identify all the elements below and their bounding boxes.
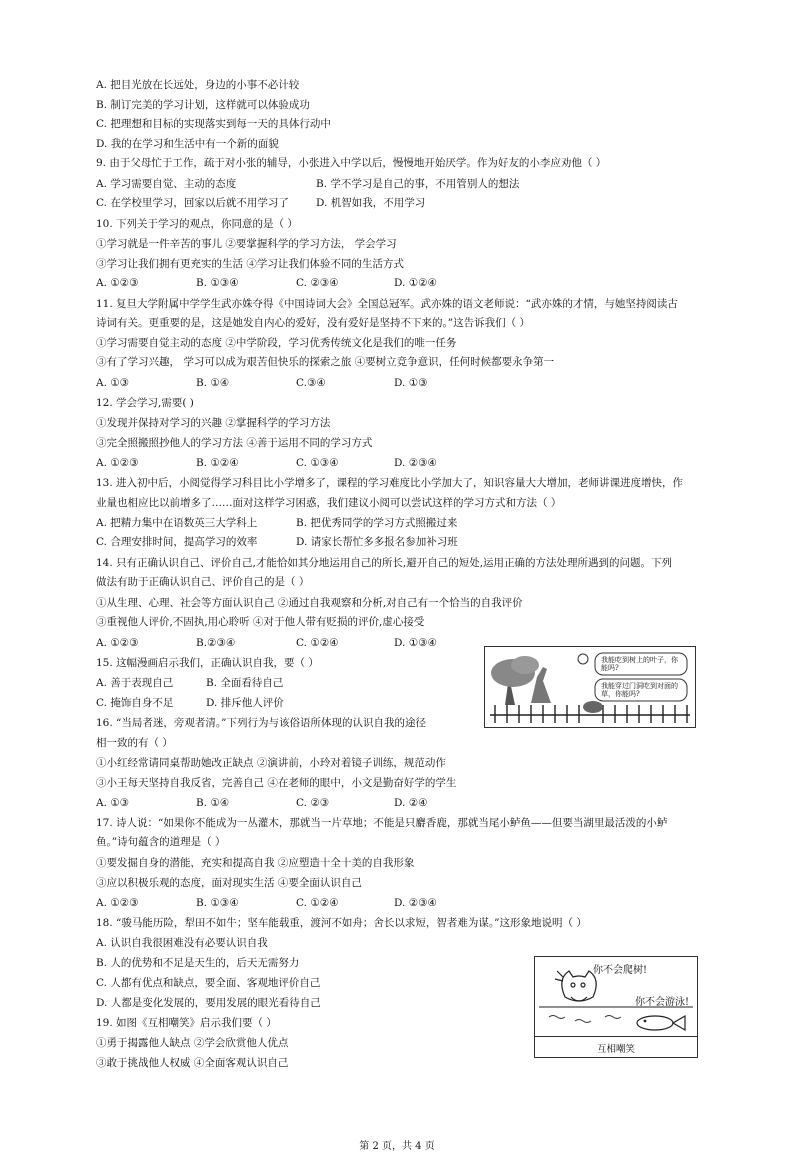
giraffe-goat-cartoon (484, 646, 696, 728)
page-footer: 第 2 页，共 4 页 (359, 1141, 435, 1152)
fish-taunt-text: 你不会游泳! (635, 997, 690, 1008)
q16-statements-1: ①小红经常请同桌帮助她改正缺点 ②演讲前，小玲对着镜子训练，规范动作 (96, 757, 446, 769)
mutual-mockery-cartoon (534, 956, 698, 1037)
q16-option-a: A. ①③ (96, 797, 130, 809)
q18-option-a: A. 认识自我很困难没有必要认识自我 (96, 937, 268, 949)
q19-statements-2: ③敢于挑战他人权威 ④全面客观认识自己 (96, 1057, 289, 1069)
q12-option-c: C. ①③④ (296, 457, 339, 469)
cat-taunt-text: 你不会爬树! (593, 965, 648, 976)
q14-stem-2: 做法有助于正确认识自己、评价自己的是（ ） (96, 576, 310, 588)
q15-stem: 15. 这幅漫画启示我们，正确认识自我，要（ ） (96, 657, 319, 669)
q12-option-d: D. ②③④ (394, 457, 437, 469)
q14-option-a: A. ①②③ (96, 637, 139, 649)
q17-option-b: B. ①③④ (196, 897, 239, 909)
q19-statements-1: ①勇于揭露他人缺点 ②学会欣赏他人优点 (96, 1037, 289, 1049)
q17-option-c: C. ①②④ (296, 897, 339, 909)
q18-option-d: D. 人都是变化发展的，要用发展的眼光看待自己 (96, 997, 321, 1009)
q17-statements-1: ①要发掘自身的潜能，充实和提高自我 ②应塑造十全十美的自我形象 (96, 857, 415, 869)
q16-stem-2: 相一致的有（ ） (96, 737, 173, 749)
q8-option-b: B. 制订完美的学习计划，这样就可以体验成功 (96, 99, 310, 111)
q11-option-a: A. ①③ (96, 377, 130, 389)
q10-option-c: C. ②③④ (296, 277, 339, 289)
q17-option-d: D. ②③④ (394, 897, 437, 909)
q19-stem: 19. 如图《互相嘲笑》启示我们要（ ） (96, 1017, 277, 1029)
q10-option-b: B. ①③④ (196, 277, 239, 289)
q8-option-a: A. 把目光放在长远处，身边的小事不必计较 (96, 79, 300, 91)
q12-option-b: B. ①②④ (196, 457, 239, 469)
q11-statements-1: ①学习需要自觉主动的态度 ②中学阶段，学习优秀传统文化是我们的唯一任务 (96, 337, 457, 349)
cartoon-caption: 互相嘲笑 (596, 1044, 635, 1055)
q16-option-b: B. ①④ (196, 797, 230, 809)
q14-statements-2: ③重视他人评价,不固执,用心聆听 ④对于他人带有贬损的评价,虚心接受 (96, 616, 425, 628)
q10-option-d: D. ①②④ (394, 277, 437, 289)
q9-option-a: A. 学习需要自觉、主动的态度 (96, 178, 237, 190)
q12-option-a: A. ①②③ (96, 457, 139, 469)
q8-option-c: C. 把理想和目标的实现落实到每一天的具体行动中 (96, 118, 331, 130)
q13-option-d: D. 请家长帮忙多多报名参加补习班 (296, 536, 458, 548)
q14-statements-1: ①从生理、心理、社会等方面认识自己 ②通过自我观察和分析,对自己有一个恰当的自我评价 (96, 597, 523, 609)
q15-option-b: B. 全面看待自己 (206, 677, 284, 689)
q14-option-c: C. ①②④ (296, 637, 339, 649)
q11-stem-1: 11. 复旦大学附属中学学生武亦姝夺得《中国诗词大会》全国总冠军。武亦姝的语文老师说：“武亦姝的才情，与她坚持阅读古 (96, 298, 678, 310)
q9-stem: 9. 由于父母忙于工作，疏于对小张的辅导，小张进入中学以后，慢慢地开始厌学。作为好友的小李应劝他（ ） (96, 157, 607, 169)
q11-option-c: C.③④ (296, 377, 326, 389)
q17-statements-2: ③应以积极乐观的态度，面对现实生活 ④要全面认识自己 (96, 877, 362, 889)
q8-option-d: D. 我的在学习和生活中有一个新的面貌 (96, 138, 279, 150)
cartoon-caption-box (534, 1036, 698, 1058)
q17-stem-2: 鱼。”诗句蕴含的道理是（ ） (96, 836, 226, 848)
q12-statements-2: ③完全照搬照抄他人的学习方法 ④善于运用不同的学习方式 (96, 437, 373, 449)
q15-option-c: C. 掩饰自身不足 (96, 697, 174, 709)
q16-option-c: C. ②③ (296, 797, 330, 809)
giraffe-speech-bubble: 我能吃到树上的叶子，你能吗? (601, 656, 678, 672)
q18-option-c: C. 人都有优点和缺点，要全面、客观地评价自己 (96, 977, 321, 989)
q14-option-b: B.②③④ (196, 637, 236, 649)
q10-statements-1: ①学习就是一件辛苦的事儿 ②要掌握科学的学习方法， 学会学习 (96, 238, 397, 250)
q16-statements-2: ③小王每天坚持自我反省，完善自己 ④在老师的眼中，小文是勤奋好学的学生 (96, 777, 457, 789)
q14-stem-1: 14. 只有正确认识自己、评价自己,才能恰如其分地运用自己的所长,避开自己的短处,运用正确的方法处理所遇到的问题。下列 (96, 557, 673, 569)
q13-stem-2: 业量也相应比以前增多了……面对这样学习困惑，我们建议小阅可以尝试这样的学习方式和方法（ ） (96, 497, 562, 509)
q11-option-b: B. ①④ (196, 377, 230, 389)
q13-option-b: B. 把优秀同学的学习方式照搬过来 (296, 517, 458, 529)
q13-option-c: C. 合理安排时间，提高学习的效率 (96, 536, 258, 548)
q10-option-a: A. ①②③ (96, 277, 139, 289)
q10-statements-2: ③学习让我们拥有更充实的生活 ④学习让我们体验不同的生活方式 (96, 258, 404, 270)
q15-option-d: D. 排斥他人评价 (206, 697, 284, 709)
q9-option-c: C. 在学校里学习，回家以后就不用学习了 (96, 197, 289, 209)
q9-option-d: D. 机智如我，不用学习 (316, 197, 426, 209)
q10-stem: 10. 下列关于学习的观点，你同意的是（ ） (96, 218, 298, 230)
q13-option-a: A. 把精力集中在语数英三大学科上 (96, 517, 258, 529)
q18-option-b: B. 人的优势和不足是天生的，后天无需努力 (96, 957, 300, 969)
q13-stem-1: 13. 进入初中后，小阅觉得学习科目比小学增多了，课程的学习难度比小学加大了，知识容量大大增加，老师讲课进度增快，作 (96, 477, 684, 489)
q14-option-d: D. ①③④ (394, 637, 437, 649)
q12-statements-1: ①发现并保持对学习的兴趣 ②掌握科学的学习方法 (96, 417, 331, 429)
q11-statements-2: ③有了学习兴趣， 学习可以成为艰苦但快乐的探索之旅 ④要树立竞争意识，任何时候都要永争第一 (96, 356, 555, 368)
q11-option-d: D. ①③ (394, 377, 428, 389)
q16-stem-1: 16. “当局者迷，旁观者清。”下列行为与该俗语所体现的认识自我的途径 (96, 717, 427, 729)
q16-option-d: D. ②④ (394, 797, 428, 809)
q12-stem: 12. 学会学习,需要( ) (96, 397, 194, 409)
q18-stem: 18. “骏马能历险，犁田不如牛；坚车能载重，渡河不如舟；舍长以求短，智者难为谋。”这形象地说明（ ） (96, 917, 587, 929)
goat-speech-bubble: 我能穿过门洞吃到对面的草，你能吗? (601, 682, 678, 698)
q17-stem-1: 17. 诗人说：“如果你不能成为一丛灌木，那就当一片草地；不能是只麝香鹿，那就当尾小鲈鱼——但要当湖里最活泼的小鲈 (96, 817, 668, 829)
q9-option-b: B. 学不学习是自己的事，不用管别人的想法 (316, 178, 520, 190)
q17-option-a: A. ①②③ (96, 897, 139, 909)
q11-stem-2: 诗词有关。更重要的是，这是她发自内心的爱好，没有爱好是坚持不下来的。”这告诉我们（ ） (96, 317, 530, 329)
q15-option-a: A. 善于表现自己 (96, 677, 174, 689)
